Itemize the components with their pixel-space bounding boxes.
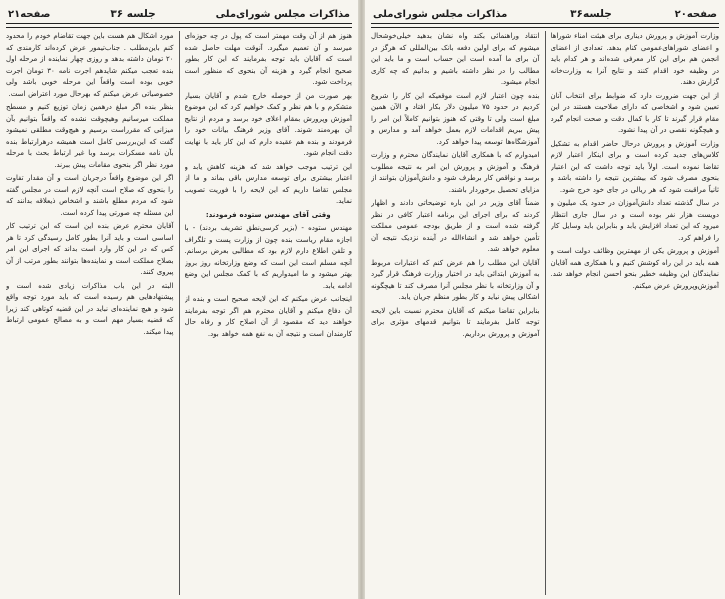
right-column-2 bbox=[551, 31, 720, 595]
left-page bbox=[0, 0, 358, 599]
left-session-label: جلسه ۳۶ bbox=[110, 8, 156, 20]
paragraph: اینجانب عرض میکنم که این لایحه صحیح است و بنده از آن دفاع میکنم و آقایان محترم هم اگر توجه بفرمایند خواهند دید که مقصود از آن اصلاح کار و رفاه حال کارمندان است و نتیجه آن به نفع همه خواهد بود. bbox=[184, 295, 352, 338]
right-page bbox=[365, 0, 725, 599]
paragraph: هنوز هم از آن وقت مهمتر است که پول در چه حوزه‌ای میرسد و آن تعمیم میگیرد. آنوقت مهلت حاصل شده است که آقایان باید توجه بفرمایند که این کار بطور صحیح انجام گیرد و هزینه آن بنحوی که منظور است پرداخت شود. bbox=[184, 32, 352, 86]
left-header-rule bbox=[6, 23, 352, 28]
paragraph: بنابراین تقاضا میکنم که آقایان محترم نسبت باین لایحه توجه کامل بفرمایند تا بتوانیم قدمهای مؤثری برای آموزش و پرورش برداریم. bbox=[371, 306, 540, 338]
right-column-1 bbox=[371, 31, 540, 595]
paragraph: در سال گذشته تعداد دانش‌آموزان در حدود یک میلیون و دویست هزار نفر بوده است و در سال جاری انتظار میرود که این تعداد افزایش یابد و بنابراین باید وسایل کار را فراهم کرد. bbox=[550, 199, 719, 242]
paragraph: وزارت آموزش و پرورش درحال حاضر اقدام به تشکیل کلاس‌های جدید کرده است و برای اینکار اعتبار لازم تقاضا نموده است. اولاً باید توجه داشت که این اعتبار بنحوی مصرف شود که بیشترین نتیجه را داشته باشد و ثانیاً مراقبت شود که هر ریالی در جای خود خرج شود. bbox=[550, 139, 719, 194]
left-page-header bbox=[8, 6, 350, 22]
paragraph: اگر این موضوع واقعاً درجریان است و آن مقدار تفاوت را بنحوی که صلاح است آنچه لازم است در مجلس گفته شود که مردم مطلع باشند و اشخاص ذیعلاقه بدانند که این مسئله چه صورتی پیدا کرده است. bbox=[6, 174, 174, 217]
paragraph: آموزش و پرورش یکی از مهمترین وظائف دولت است و همه باید در این راه کوشش کنیم و با همکاری همه آقایان نمایندگان این وظیفه خطیر بنحو احسن انجام خواهد شد. آموزش‌وپرورش عرض میکنم. bbox=[550, 247, 719, 290]
right-page-number: صفحه۲۰ bbox=[674, 8, 717, 20]
left-column-2 bbox=[185, 31, 353, 595]
paragraph: انتقاد وراهنمائی بکند واه نشان بدهید خیلی‌خوشحال میشوم که برای اولین دفعه بانک بین‌المللی که هرگز در آن برای ما آمده است این حساب است و ما باید این مطالب را در نظر داشته باشیم و بدانیم که چه کاری انجام میشود. bbox=[371, 32, 540, 86]
right-columns bbox=[371, 31, 719, 595]
left-page-title: مذاکرات مجلس شورای‌ملی bbox=[215, 8, 350, 20]
right-header-rule bbox=[371, 23, 719, 28]
paragraph: ضمناً آقای وزیر در این باره توضیحاتی دادند و اظهار کردند که برای اجرای این برنامه اعتبار کافی در نظر گرفته شده است و از طریق بودجه عمومی مملکت تأمین خواهد شد و انشاءالله در آینده نزدیک نتیجه آن معلوم خواهد شد. bbox=[371, 199, 540, 253]
column-divider bbox=[545, 31, 546, 595]
paragraph: بهر صورت من از حوصله خارج شدم و آقایان بسیار متشکرم و با هم نظر و کمک خواهیم کرد که این موضوع آموزش وپرورش بمقام اعلای خود برسد و مردم از نتایج آن بهره‌مند شوند. آقای وزیر فرهنگ بیانات خود را فرمودند و بنده هم عقیده دارم که این کار باید با نهایت دقت انجام شود. bbox=[184, 91, 352, 157]
right-session-label: جلسه۳۶ bbox=[570, 8, 612, 20]
right-page-title: مذاکرات مجلس شورای‌ملی bbox=[373, 8, 508, 20]
left-columns bbox=[6, 31, 352, 595]
paragraph: بنده چون اعتبار لازم است موقعیکه این کار را شروع کردیم در حدود ۷۵ میلیون دلار بکار افتاد و الآن همین مبلغ است ولی تا وقتی که هنوز بتوانیم کاملاً این امر را پیش ببریم اقدامات لازم بعمل خواهد آمد و مدارس و آموزشگاه‌ها توسعه پیدا خواهد کرد. bbox=[371, 91, 540, 146]
book-gutter bbox=[358, 0, 365, 599]
right-page-header bbox=[373, 6, 717, 22]
paragraph: مورد اشکال هم هست باین جهت تقاضام خودم را محدود کنم باین‌مطلب . جناب‌تیمور عرض‌ کرده‌اند کارمند‌ی‌ که ۲۰ تومان داشته بدهد و روزی چهار نماینده از مرحله اول بنده تعجب میکنم شایدهم اجرت نامه ۳۰ تومان اجرت خوبی بوده است واقعاً این مرحله خوبی باشد ولی خصوصیاتی عرض میکنم که بهرحال مورد اعتراض است. bbox=[6, 32, 174, 98]
paragraph: وزارت آموزش و پرورش دیناری برای هیئت امناء شوراها و اعضای شوراهای‌عمومی کنام بدهد. تعدادی از اعضای انجمن هم برای این کار معرفی شده‌اند و هر کدام باید در وظیفه خود اقدام کنند و نتایج آنرا به وزارت‌خانه گزارش دهند. bbox=[550, 32, 719, 86]
paragraph: این ترتیب موجب خواهد شد که هزینه کاهش یابد و اعتبار بیشتری برای توسعه مدارس باقی بماند و ما از مجلس تقاضا داریم که این لایحه را با فوریت تصویب نماید. bbox=[184, 162, 352, 205]
left-column-1 bbox=[6, 31, 174, 595]
speaker-intro: وقتی آقای مهندس ستوده فرمودند: bbox=[205, 210, 331, 219]
paragraph: آقایان این مطلب را هم عرض کنم که اعتبارات مربوط به آموزش ابتدائی باید در اختیار وزارت فرهنگ قرار گیرد و آن وزارتخانه با نظر مجلس آنرا مصرف کند تا هیچگونه اشکالی پیش نیاید و کار بطور منظم جریان یابد. bbox=[371, 258, 540, 301]
left-page-number: صفحه۲۱ bbox=[8, 8, 51, 20]
column-divider bbox=[179, 31, 180, 595]
paragraph: مهندس ستوده - (بزیر کرسی‌نطق تشریف بردند) - با اجازه مقام ریاست بنده چون از وزارت پست و تلگراف و تلفن اطلاع دارم لازم بود که مطالبی بعرض برسانم. آنچه مسلم است این است که وضع وزارتخانه روز بروز بهتر میشود و ما امیدواریم که با کمک مجلس این وضع ادامه یابد. bbox=[184, 224, 352, 290]
paragraph: امیدوارم که با همکاری آقایان نمایندگان محترم و وزارت فرهنگ و آموزش و پرورش این امر به نتیجه مطلوب برسد و نواقص کار برطرف شود و دانش‌آموزان بتوانند از مزایای تحصیل برخوردار باشند. bbox=[371, 151, 540, 194]
paragraph: بنظر بنده اگر مبلغ درهمین زمان توزیع‌ کنیم و مسطح مملکت میرسانیم وهیچوقت نشده که واقعاً بتوانیم بآن میزانی که مقرراست برسیم و هیچ‌وقت مطلقی نمیشود گفت که این‌بررسی کامل است همیشه درهرارتباط بنده بآن نامه مسکرات برسد وبا غیر ارتباط بحث با مرحله مورد نظر اگر بنحوی مقامات پیش ببرند. bbox=[6, 103, 174, 169]
paragraph: آقایان محترم عرض بنده این است که این ترتیب کار اساسی است و باید آنرا بطور کامل رسیدگی کرد تا هر کس که در این کار وارد است بداند که اجرای این امر بصلاح مملکت است و نماینده‌ها بتوانند بطور مرتب از آن پیروی کنند. bbox=[6, 222, 174, 276]
paragraph: البته در این باب مذاکرات زیادی شده است و پیشنهادهایی هم رسیده است که باید مورد توجه واقع شود و هیچ نماینده‌ای نباید در این قضیه کوتاهی کند زیرا که قضیه بسیار مهم است و به مصالح عمومی ارتباط پیدا میکند. bbox=[6, 281, 174, 336]
paragraph: از این جهت ضرورت دارد که ضوابط برای انتخاب آنان تعیین شود و اشخاصی که دارای صلاحیت هستند در این مقام قرار گیرند تا کار با کمال دقت و صحت انجام گیرد و هیچگونه نقصی در آن پیدا نشود. bbox=[550, 91, 719, 134]
